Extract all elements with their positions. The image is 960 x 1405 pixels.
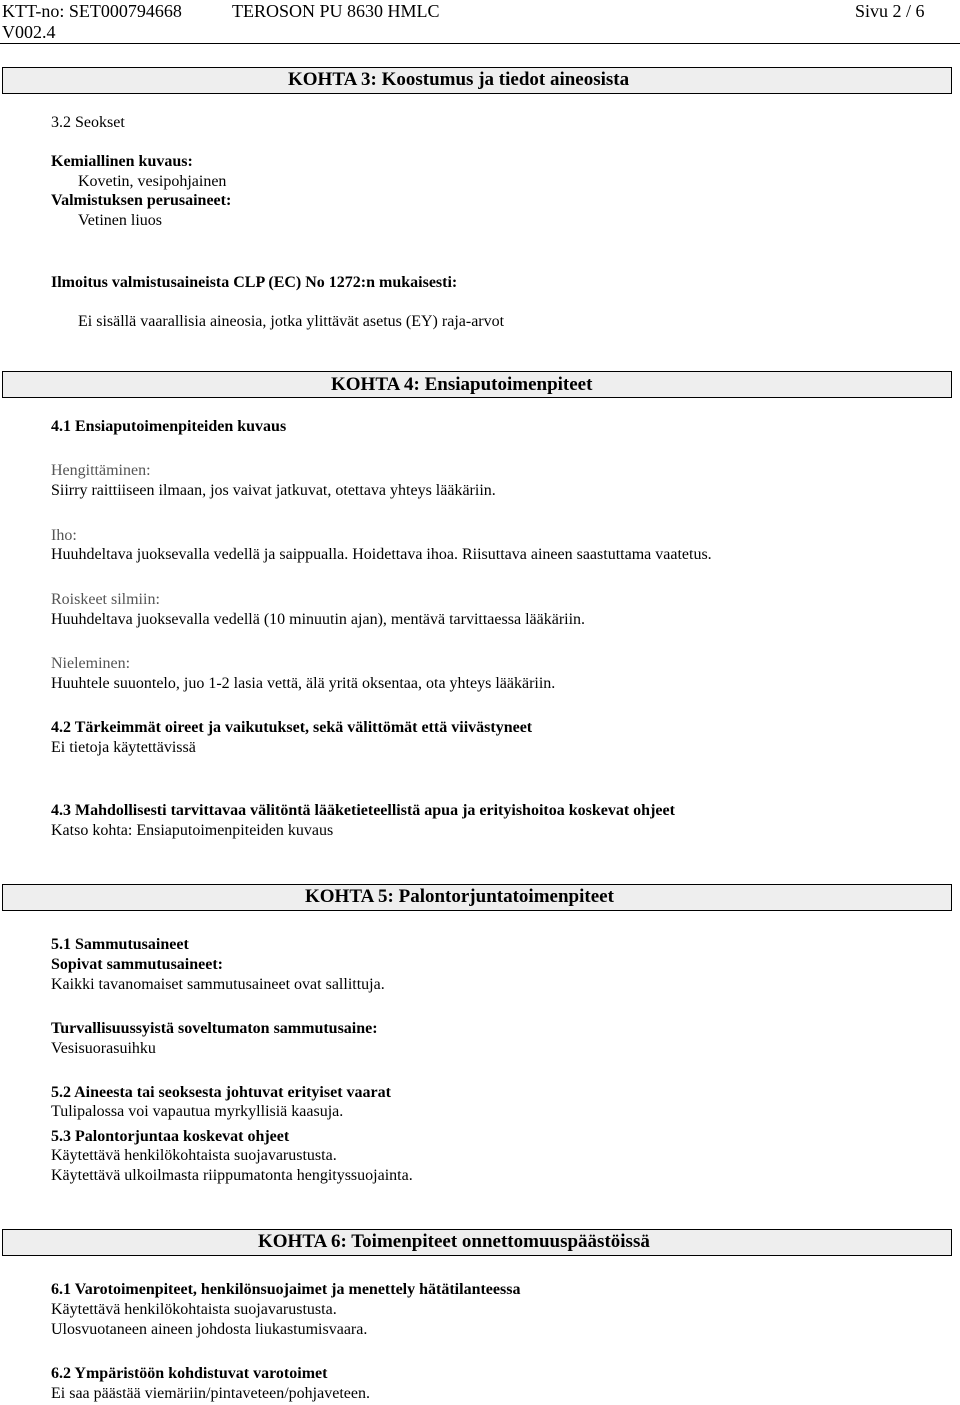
subsection-6-1-value-2: Ulosvuotaneen aineen johdosta liukastumisvaara.	[51, 1321, 368, 1338]
clp-declaration-value: Ei sisällä vaarallisia aineosia, jotka ylittävät asetus (EY) raja-arvot	[78, 313, 505, 330]
subsection-5-3: 5.3 Palontorjuntaa koskevat ohjeet	[51, 1128, 290, 1145]
subsection-4-2-value: Ei tietoja käytettävissä	[51, 739, 196, 756]
subsection-4-2: 4.2 Tärkeimmät oireet ja vaikutukset, sekä välittömät että viivästyneet	[51, 719, 533, 736]
inhalation-value: Siirry raittiiseen ilmaan, jos vaivat jatkuvat, otettava yhteys lääkäriin.	[51, 482, 496, 499]
subsection-5-2: 5.2 Aineesta tai seoksesta johtuvat erityiset vaarat	[51, 1084, 391, 1101]
unsuitable-media-value: Vesisuorasuihku	[51, 1040, 156, 1057]
subsection-5-3-value-2: Käytettävä ulkoilmasta riippumatonta hengityssuojainta.	[51, 1167, 413, 1184]
inhalation-label: Hengittäminen:	[51, 462, 151, 479]
subsection-5-1: 5.1 Sammutusaineet	[51, 936, 189, 953]
version-number: V002.4	[2, 22, 56, 42]
ingestion-label: Nieleminen:	[51, 655, 131, 672]
subsection-5-2-value: Tulipalossa voi vapautua myrkyllisiä kaasuja.	[51, 1103, 344, 1120]
subsection-4-3-value: Katso kohta: Ensiaputoimenpiteiden kuvaus	[51, 822, 334, 839]
chem-description-label: Kemiallinen kuvaus:	[51, 153, 193, 170]
subsection-6-2: 6.2 Ympäristöön kohdistuvat varotoimet	[51, 1365, 328, 1382]
subsection-3-2: 3.2 Seokset	[51, 114, 125, 131]
subsection-4-1: 4.1 Ensiaputoimenpiteiden kuvaus	[51, 418, 287, 435]
ktt-number: KTT-no: SET000794668	[2, 1, 182, 21]
base-substances-label: Valmistuksen perusaineet:	[51, 192, 232, 209]
skin-value: Huuhdeltava juoksevalla vedellä ja saippualla. Hoidettava ihoa. Riisuttava aineen saastuttama vaatetus.	[51, 546, 712, 563]
ingestion-value: Huuhtele suuontelo, juo 1-2 lasia vettä, älä yritä oksentaa, ota yhteys lääkäriin.	[51, 675, 556, 692]
suitable-media-value: Kaikki tavanomaiset sammutusaineet ovat sallittuja.	[51, 976, 385, 993]
base-substances-value: Vetinen liuos	[78, 212, 162, 229]
unsuitable-media-label: Turvallisuussyistä soveltumaton sammutusaine:	[51, 1020, 378, 1037]
subsection-6-1-value-1: Käytettävä henkilökohtaista suojavarustusta.	[51, 1301, 337, 1318]
subsection-6-1: 6.1 Varotoimenpiteet, henkilönsuojaimet ja menettely hätätilanteessa	[51, 1281, 521, 1298]
subsection-5-3-value-1: Käytettävä henkilökohtaista suojavarustusta.	[51, 1147, 337, 1164]
subsection-6-2-value: Ei saa päästää viemäriin/pintaveteen/pohjaveteen.	[51, 1385, 370, 1402]
clp-declaration-label: Ilmoitus valmistusaineista CLP (EC) No 1272:n mukaisesti:	[51, 274, 458, 291]
suitable-media-label: Sopivat sammutusaineet:	[51, 956, 224, 973]
eye-contact-value: Huuhdeltava juoksevalla vedellä (10 minuutin ajan), mentävä tarvittaessa lääkäriin.	[51, 611, 586, 628]
chem-description-value: Kovetin, vesipohjainen	[78, 173, 227, 190]
product-name: TEROSON PU 8630 HMLC	[232, 1, 440, 21]
page-number: Sivu 2 / 6	[855, 1, 925, 21]
skin-label: Iho:	[51, 527, 77, 544]
eye-contact-label: Roiskeet silmiin:	[51, 591, 160, 608]
section-4-title: KOHTA 4: Ensiaputoimenpiteet	[331, 374, 593, 395]
section-6-title: KOHTA 6: Toimenpiteet onnettomuuspäästöissä	[258, 1231, 650, 1252]
section-3-title: KOHTA 3: Koostumus ja tiedot aineosista	[288, 69, 630, 90]
section-5-title: KOHTA 5: Palontorjuntatoimenpiteet	[305, 886, 614, 907]
header-divider	[0, 43, 960, 44]
subsection-4-3: 4.3 Mahdollisesti tarvittavaa välitöntä lääketieteellistä apua ja erityishoitoa koskevat ohjeet	[51, 802, 675, 819]
